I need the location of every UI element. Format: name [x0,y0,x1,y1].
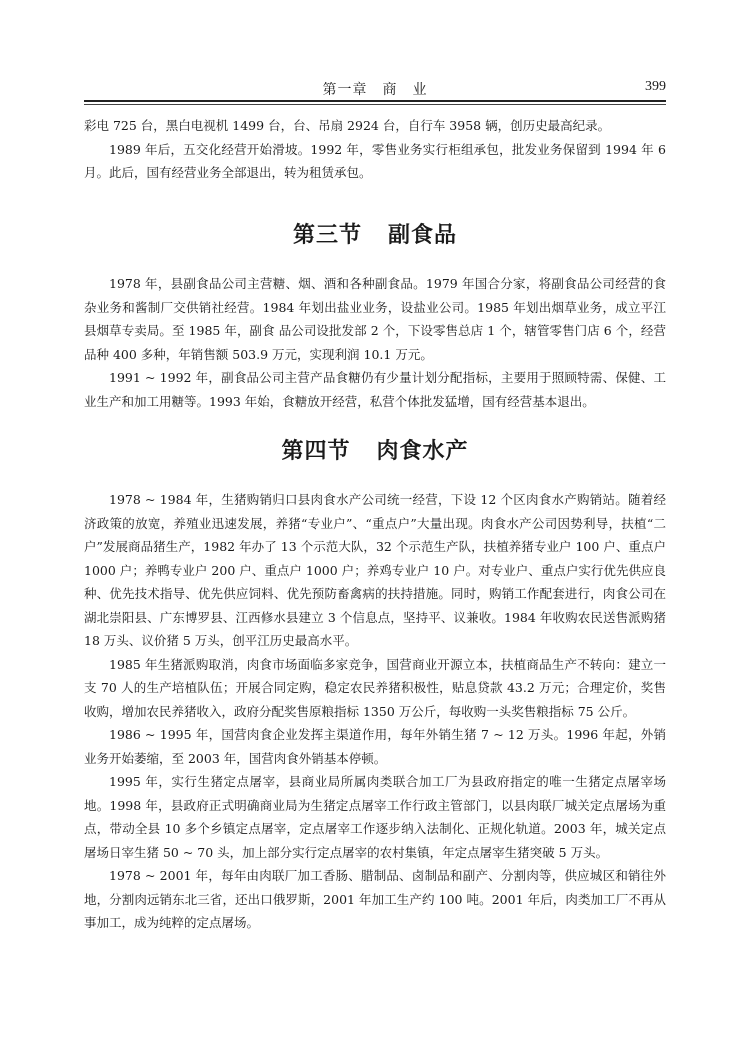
paragraph: 1991 ~ 1992 年，副食品公司主营产品食糖仍有少量计划分配指标，主要用于照顾特需、保健、工业生产和加工用糖等。1993 年始，食糖放开经营，私营个体批发猛增，国有经营基本退出。 [84,370,666,409]
paragraph: 1985 年生猪派购取消，肉食市场面临多家竞争，国营商业开源立本，扶植商品生产不转向：建立一支 70 人的生产培植队伍；开展合同定购，稳定农民养猪积极性，贴息贷款 43.2 万元；合理定价，奖售收购，增加农民养猪收入，政府分配奖售原粮指标 1350 万公斤，每收购一头奖售粮指标 75 公斤。 [84,656,666,719]
header-rule-thin [84,104,666,105]
paragraph: 1986 ~ 1995 年，国营肉食企业发挥主渠道作用，每年外销生猪 7 ~ 12 万头。1996 年起，外销业务开始萎缩，至 2003 年，国营肉食外销基本停顿。 [84,727,666,766]
paragraph: 1978 ~ 2001 年，每年由肉联厂加工香肠、腊制品、卤制品和副产、分割肉等，供应城区和销往外地，分割肉远销东北三省，还出口俄罗斯，2001 年加工生产约 100 吨。2001 年后，肉类加工厂不再从事加工，成为纯粹的定点屠场。 [84,868,666,930]
paragraph: 1995 年，实行生猪定点屠宰，县商业局所属肉类联合加工厂为县政府指定的唯一生猪定点屠宰场地。1998 年，县政府正式明确商业局为生猪定点屠宰工作行政主管部门，以县肉联厂城关定点屠场为重点，带动全县 10 多个乡镇定点屠宰，定点屠宰工作逐步纳入法制化、正规化轨道。2003 年，城关定点屠场日宰生猪 50 ~ 70 头，加上部分实行定点屠宰的农村集镇，年定点屠宰生猪突破 5 万头。 [84,774,666,860]
running-header [84,76,666,98]
section-number: 第四节 [281,439,351,464]
section-number: 第三节 [292,223,362,248]
page-number: 399 [645,79,666,94]
section-body [84,272,666,413]
section-title: 肉食水产 [376,439,469,464]
paragraph: 彩电 725 台，黑白电视机 1499 台，台、吊扇 2924 台，自行车 3958 辆，创历史最高纪录。 [84,118,611,133]
chapter-title: 第一章 商 业 [322,82,428,98]
paragraph: 1989 年后，五交化经营开始滑坡。1992 年，零售业务实行柜组承包，批发业务保留到 1994 年 6 月。此后，国有经营业务全部退出，转为租赁承包。 [84,141,666,180]
intro-text [84,114,666,185]
section-heading [84,434,666,465]
header-rule-thick [84,100,666,102]
section-body [84,488,666,935]
section-heading [84,218,666,249]
paragraph: 1978 ~ 1984 年，生猪购销归口县肉食水产公司统一经营，下设 12 个区肉食水产购销站。随着经济政策的放宽，养殖业迅速发展，养猪“专业户”、“重点户”大量出现。肉食水产公司因势利导，扶植“二户”发展商品猪生产，1982 年办了 13 个示范大队，32 个示范生产队，扶植养猪专业户 100 户、重点户 1000 户；养鸭专业户 200 户、重点户 1000 户；养鸡专业户 10 户。对专业户、重点户实行优先供应良种、优先技术指导、优先供应饲料、优先预防畜禽病的扶持措施。同时，购销工作配套进行，肉食公司在湖北崇阳县、广东博罗县、江西修水县建立 3 个信息点，坚持平、议兼收。1984 年收购农民送售派购猪 18 万头、议价猪 5 万头，创平江历史最高水平。 [84,492,666,648]
paragraph: 1978 年，县副食品公司主营糖、烟、酒和各种副食品。1979 年国合分家，将副食品公司经营的食杂业务和酱制厂交供销社经营。1984 年划出盐业业务，设盐业公司。1985 年划出烟草业务，成立平江县烟草专卖局。至 1985 年，副食 品公司设批发部 2 个，下设零售总店 1 个，辖管零售门店 6 个，经营品种 400 多种，年销售额 503.9 万元，实现利润 10.1 万元。 [84,276,666,362]
section-title: 副食品 [388,223,458,248]
